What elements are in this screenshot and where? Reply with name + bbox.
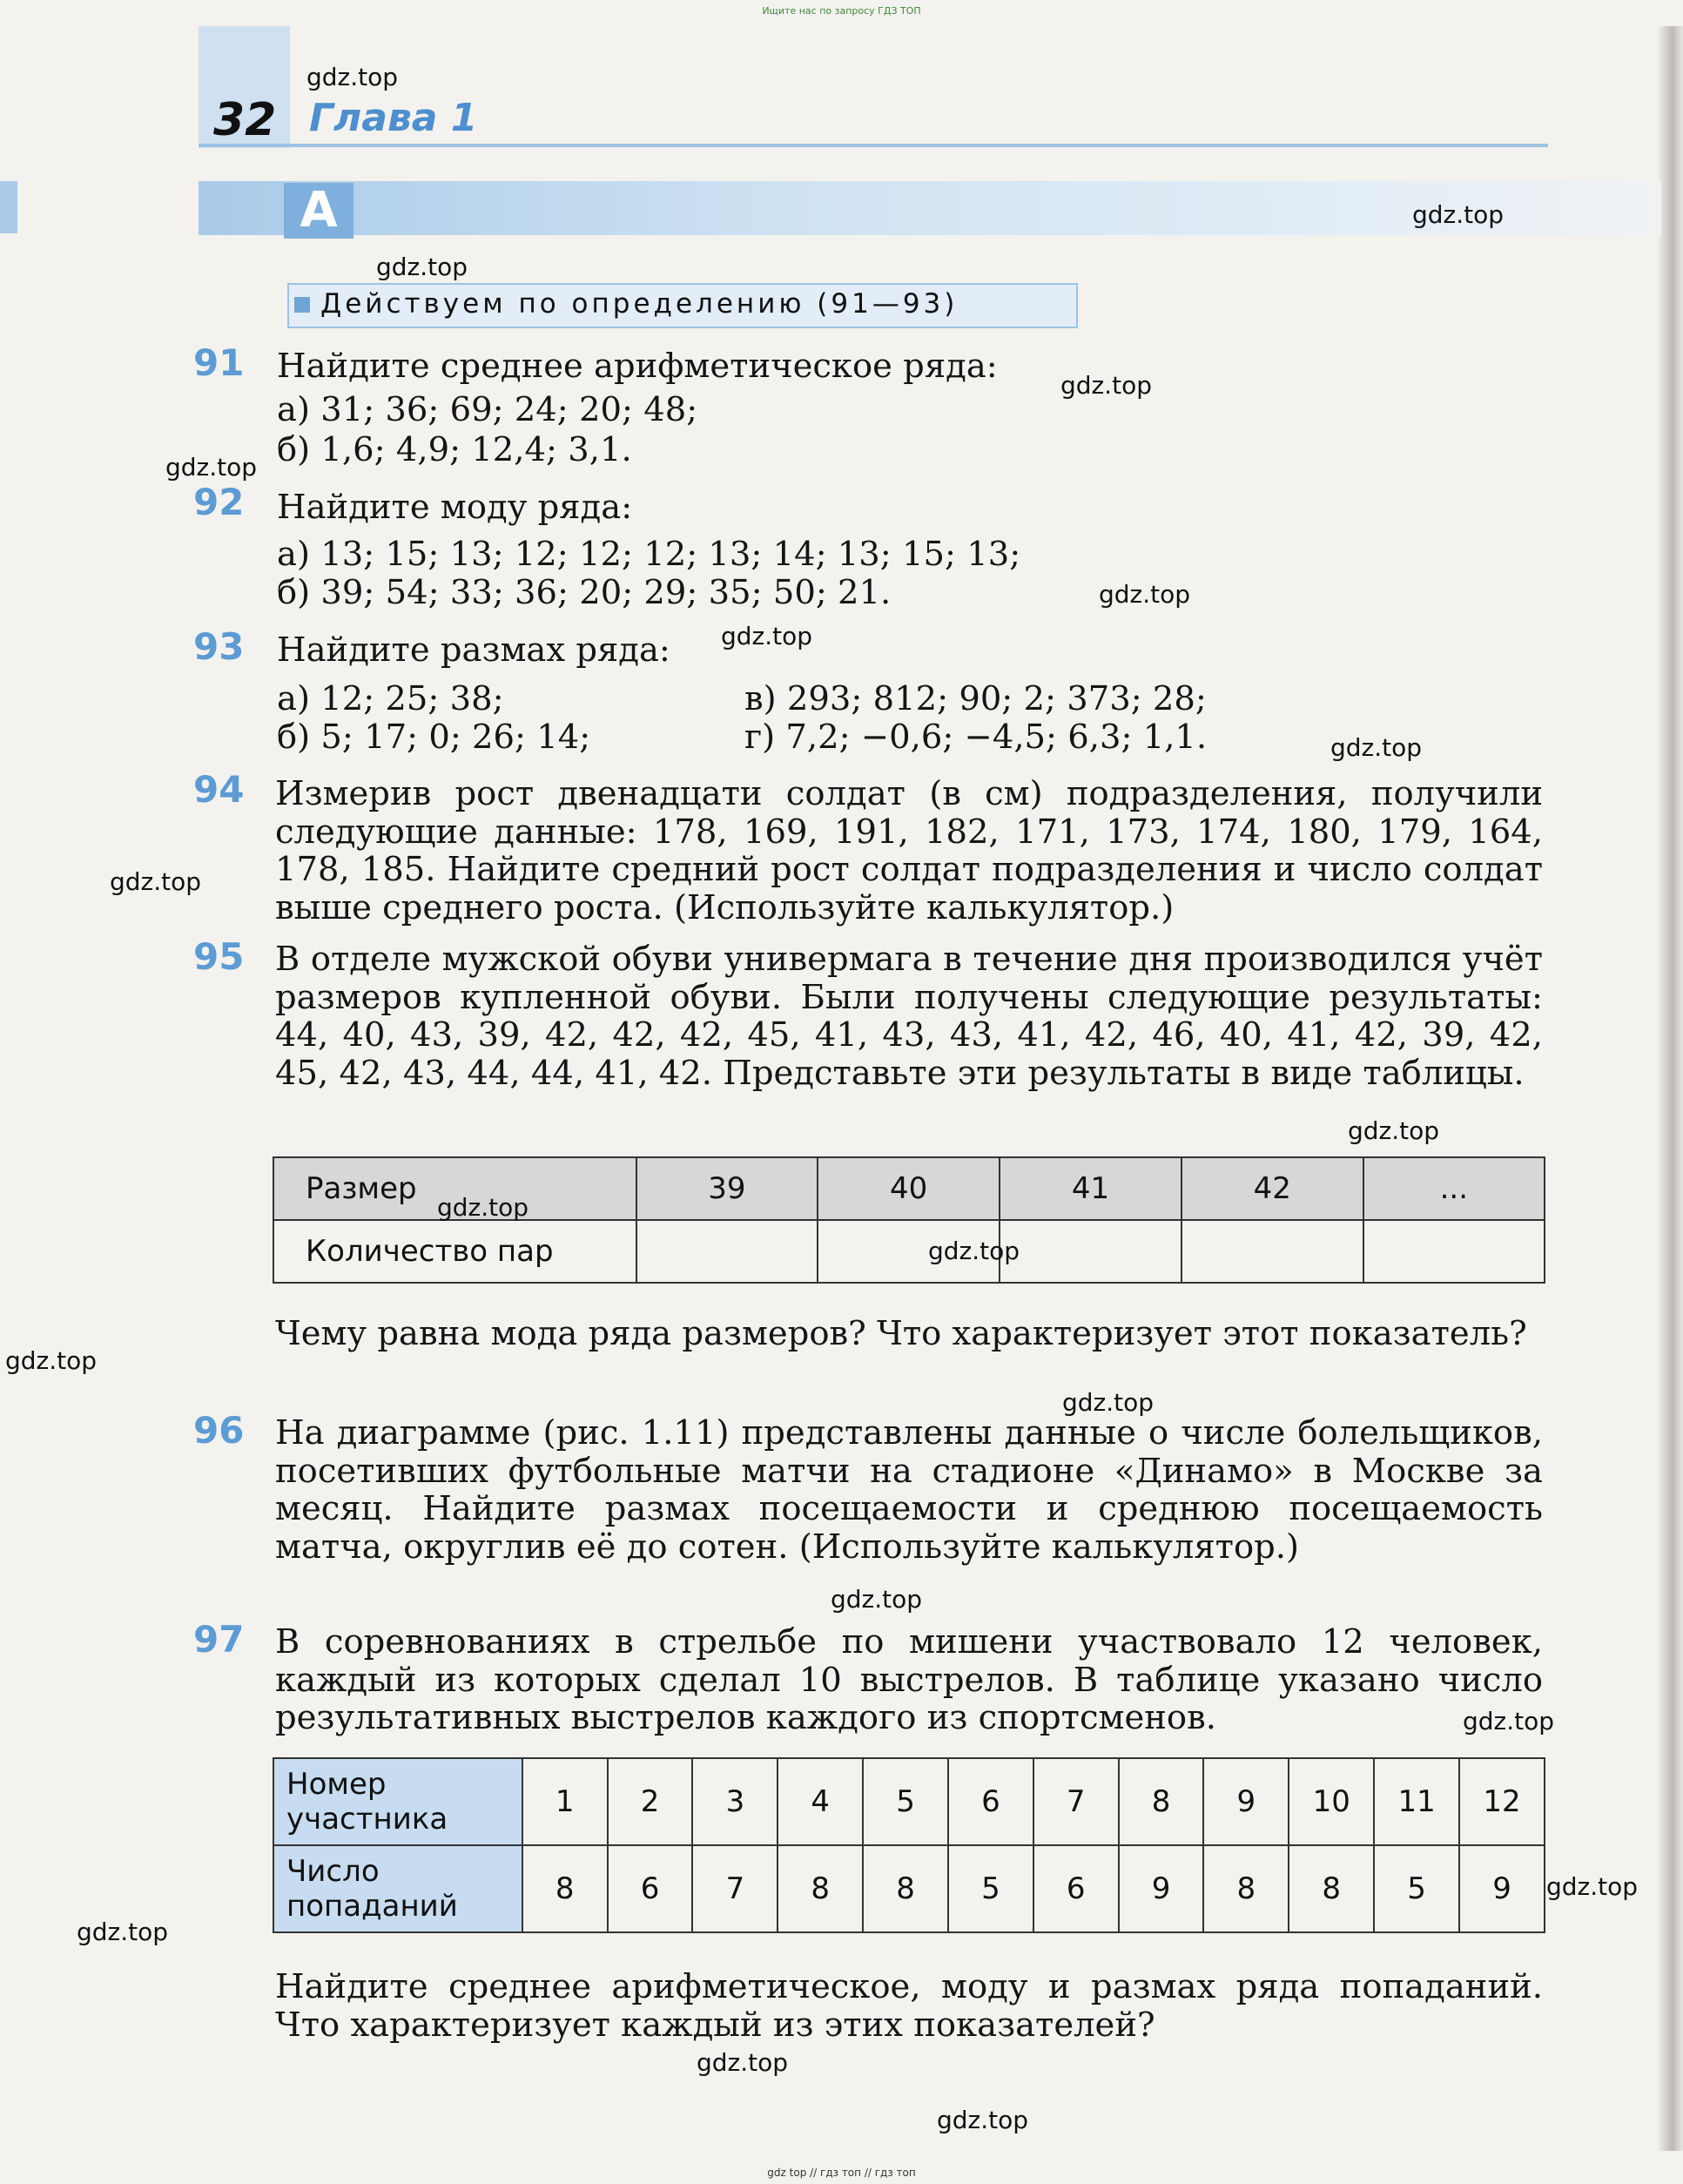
exercise-94-number: 94 — [193, 768, 245, 811]
size-row-label: Размер — [273, 1157, 636, 1220]
size-cell: 42 — [1181, 1157, 1363, 1220]
watermark: gdz.top — [1412, 200, 1505, 229]
participant-cell: 3 — [692, 1758, 778, 1845]
exercise-97-question: Найдите среднее арифметическое, моду и размах ряда попаданий. Что характеризует каждый из этих показателей? — [275, 1967, 1543, 2045]
exercise-93-a: а) 12; 25; 38; — [277, 679, 504, 718]
exercise-91-b: б) 1,6; 4,9; 12,4; 3,1. — [277, 430, 632, 469]
watermark: gdz.top — [5, 1346, 98, 1375]
participant-cell: 4 — [778, 1758, 863, 1845]
level-a-badge: А — [284, 183, 353, 239]
exercise-93-v: в) 293; 812; 90; 2; 373; 28; — [744, 679, 1207, 718]
count-cell — [636, 1220, 818, 1283]
exercise-93-title: Найдите размах ряда: — [277, 630, 670, 670]
exercise-93-b: б) 5; 17; 0; 26; 14; — [277, 718, 591, 757]
watermark: gdz.top — [1099, 580, 1191, 609]
hits-cell: 5 — [1374, 1845, 1459, 1932]
exercise-92-b: б) 39; 54; 33; 36; 20; 29; 35; 50; 21. — [277, 573, 892, 612]
count-row — [273, 1220, 1545, 1283]
watermark: gdz.top — [110, 867, 202, 896]
section-marker-icon — [294, 297, 310, 313]
watermark: gdz.top — [1463, 1707, 1555, 1736]
size-cell: 40 — [818, 1157, 1000, 1220]
section-title: Действуем по определению (91—93) — [320, 288, 959, 320]
exercise-92-title: Найдите моду ряда: — [277, 488, 633, 527]
size-cell: ... — [1363, 1157, 1545, 1220]
count-cell — [1363, 1220, 1545, 1283]
exercise-93-g: г) 7,2; −0,6; −4,5; 6,3; 1,1. — [744, 718, 1208, 757]
participant-cell: 8 — [1119, 1758, 1204, 1845]
page-edge-shadow — [1657, 26, 1683, 2151]
exercise-92-number: 92 — [193, 481, 245, 523]
hits-row — [273, 1845, 1545, 1932]
hits-cell: 8 — [522, 1845, 608, 1932]
header-rule — [199, 144, 1548, 147]
exercise-94-text: Измерив рост двенадцати солдат (в см) подразделения, получили следующие данные: 178, 169, 191, 182, 171, 173, 174, 180, 179, 164, 178, 185. Найдите средний рост солдат подразделения и число солдат выше среднего роста. (Используйте калькулятор.) — [275, 774, 1543, 927]
watermark: gdz.top — [928, 1237, 1020, 1265]
participant-cell: 9 — [1203, 1758, 1289, 1845]
exercise-97-text: В соревнованиях в стрельбе по мишени участвовало 12 человек, каждый из которых сделал 10 выстрелов. В таблице указано число результативных выстрелов каждого из спортсменов. — [275, 1622, 1543, 1737]
participant-cell: 1 — [522, 1758, 608, 1845]
exercise-93-number: 93 — [193, 625, 245, 668]
watermark: gdz.top — [1546, 1872, 1639, 1901]
participant-row — [273, 1758, 1545, 1845]
exercise-95-number: 95 — [193, 935, 245, 978]
hits-cell: 7 — [692, 1845, 778, 1932]
watermark: gdz.top — [1062, 1388, 1155, 1417]
hits-cell: 6 — [608, 1845, 693, 1932]
hits-row-label: Число попаданий — [273, 1845, 522, 1932]
hits-cell: 9 — [1459, 1845, 1545, 1932]
section-header — [287, 283, 1078, 328]
exercise-96-text: На диаграмме (рис. 1.11) представлены данные о числе болельщиков, посетивших футбольные матчи на стадионе «Динамо» в Москве за месяц. Найдите размах посещаемости и среднюю посещаемость матча, округлив её до сотен. (Используйте калькулятор.) — [275, 1413, 1543, 1567]
count-cell — [1000, 1220, 1181, 1283]
participant-cell: 2 — [608, 1758, 693, 1845]
watermark: gdz.top — [306, 63, 399, 91]
hits-cell: 8 — [863, 1845, 948, 1932]
hits-cell: 5 — [948, 1845, 1033, 1932]
exercise-91-number: 91 — [193, 341, 245, 384]
section-band-edge — [0, 181, 17, 233]
exercise-96-number: 96 — [193, 1409, 245, 1452]
exercise-95-text: В отделе мужской обуви универмага в течение дня производился учёт размеров купленной обуви. Были получены следующие результаты: 44, 40, 43, 39, 42, 42, 42, 45, 41, 43, 43, 41, 42, 46, 40, 41, 42, 39, 42, 45, 42, 43, 44, 44, 41, 42. Представьте эти результаты в виде таблицы. — [275, 940, 1543, 1093]
watermark: gdz.top — [376, 253, 468, 281]
watermark: gdz.top — [937, 2106, 1029, 2134]
shooting-table — [273, 1757, 1545, 1933]
watermark: gdz.top — [165, 453, 258, 482]
hits-cell: 8 — [1203, 1845, 1289, 1932]
exercise-92-a: а) 13; 15; 13; 12; 12; 12; 13; 14; 13; 15; 13; — [277, 535, 1021, 574]
hits-cell: 8 — [778, 1845, 863, 1932]
participant-cell: 6 — [948, 1758, 1033, 1845]
participant-cell: 7 — [1033, 1758, 1119, 1845]
exercise-95-question: Чему равна мода ряда размеров? Что характеризует этот показатель? — [275, 1314, 1527, 1353]
watermark: gdz.top — [831, 1585, 923, 1614]
hits-cell: 9 — [1119, 1845, 1204, 1932]
watermark: gdz.top — [1348, 1116, 1440, 1145]
participant-row-label: Номер участника — [273, 1758, 522, 1845]
exercise-97-number: 97 — [193, 1618, 245, 1661]
count-cell — [1181, 1220, 1363, 1283]
size-cell: 39 — [636, 1157, 818, 1220]
hits-cell: 8 — [1289, 1845, 1374, 1932]
top-note: Ищите нас по запросу ГДЗ ТОП — [762, 5, 921, 17]
watermark: gdz.top — [697, 2048, 789, 2077]
participant-cell: 5 — [863, 1758, 948, 1845]
bottom-note: gdz top // гдз топ // гдз топ — [767, 2167, 916, 2179]
exercise-91-title: Найдите среднее арифметическое ряда: — [277, 347, 998, 386]
watermark: gdz.top — [77, 1918, 169, 1946]
size-cell: 41 — [1000, 1157, 1181, 1220]
count-row-label: Количество пар — [273, 1220, 636, 1283]
page-number: 32 — [213, 94, 277, 146]
watermark: gdz.top — [1330, 733, 1423, 762]
exercise-91-a: а) 31; 36; 69; 24; 20; 48; — [277, 390, 698, 429]
participant-cell: 11 — [1374, 1758, 1459, 1845]
chapter-title: Глава 1 — [309, 96, 478, 140]
participant-cell: 10 — [1289, 1758, 1374, 1845]
participant-cell: 12 — [1459, 1758, 1545, 1845]
watermark: gdz.top — [1060, 371, 1153, 400]
hits-cell: 6 — [1033, 1845, 1119, 1932]
watermark: gdz.top — [437, 1193, 529, 1222]
watermark: gdz.top — [721, 622, 813, 650]
